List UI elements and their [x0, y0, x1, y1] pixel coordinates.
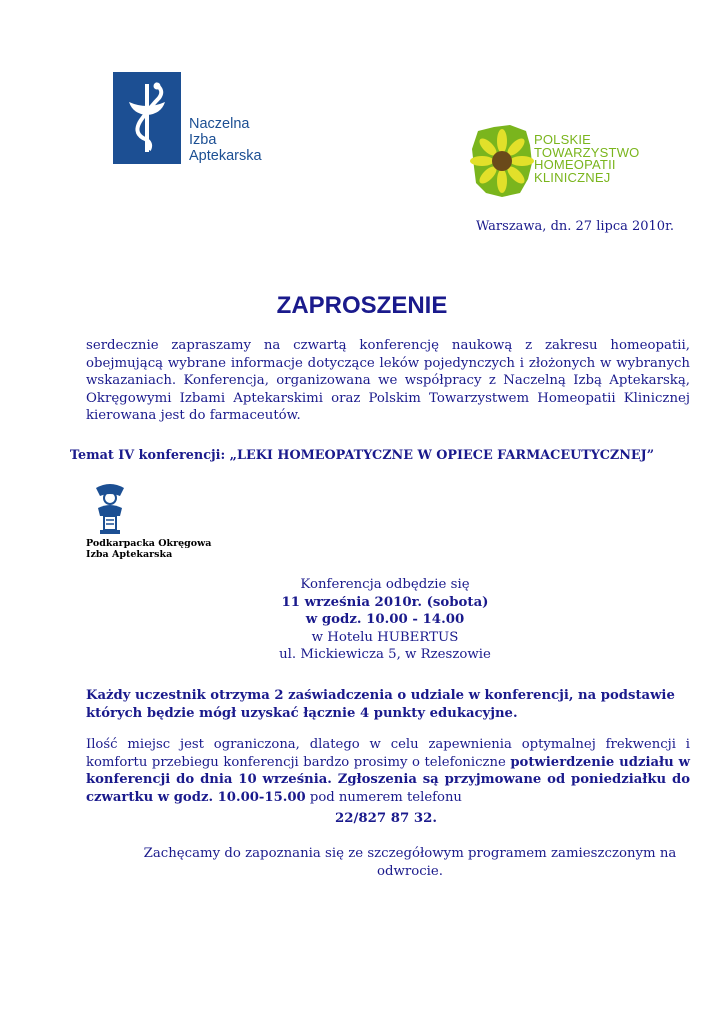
- certificates-note: Każdy uczestnik otrzyma 2 zaświadczenia o udziale w konferencji, na podstawie których będzie mógł uzyskać łącznie 4 punkty edukacyjne.: [86, 688, 675, 721]
- seats-confirmation: potwierdzenie udziału w konferencji do dnia 10 września. Zgłoszenia są przyjmowane od poniedziałku do czwartku w godz. 10.00-15.00: [86, 754, 690, 805]
- event-time: w godz. 10.00 - 14.00: [305, 612, 465, 627]
- nia-emblem: [113, 72, 181, 164]
- caduceus-icon: [119, 80, 175, 156]
- intro-paragraph: serdecznie zapraszamy na czwartą konferencję naukową z zakresu homeopatii, obejmującą wybrane informacje dotyczące leków pojedynczych i złożonych w wybranych wskazaniach. Konferencja, organizowana we współpracy z Naczelną Izbą Aptekarską, Okręgowymi Izbami Aptekarskimi oraz Polskim Towarzystwem Homeopatii Klinicznej kierowana jest do farmaceutów.: [86, 338, 690, 423]
- page-title: ZAPROSZENIE: [276, 292, 448, 319]
- poia-line: Izba Aptekarska: [86, 549, 173, 560]
- phone-number: 22/827 87 32.: [334, 811, 437, 826]
- event-venue: w Hotelu HUBERTUS: [311, 629, 459, 645]
- event-date: 11 września 2010r. (sobota): [281, 594, 489, 610]
- nia-name: [189, 116, 262, 164]
- poia-logo: [86, 482, 226, 562]
- poland-flower-icon: [470, 123, 534, 199]
- conference-topic: Temat IV konferencji: „LEKI HOMEOPATYCZNE W OPIECE FARMACEUTYCZNEJ”: [69, 448, 655, 463]
- nia-logo: [113, 72, 283, 164]
- pthk-line: KLINICZNEJ: [534, 169, 611, 185]
- pthk-logo: [470, 123, 660, 199]
- poia-line: Podkarpacka Okręgowa: [86, 538, 212, 549]
- pharmacist-emblem-icon: [90, 482, 130, 536]
- pthk-name: [534, 134, 639, 184]
- nia-line: Naczelna: [189, 116, 250, 132]
- letter-date: Warszawa, dn. 27 lipca 2010r.: [475, 219, 674, 234]
- closing-note: Zachęcamy do zapoznania się ze szczegółowym programem zamieszczonym na odwrocie.: [143, 846, 677, 879]
- seats-paragraph: [86, 736, 690, 806]
- pthk-line: HOMEOPATII: [534, 157, 616, 172]
- event-intro: Konferencja odbędzie się: [300, 577, 470, 592]
- seats-text-end: pod numerem telefonu: [305, 789, 462, 805]
- pthk-line: TOWARZYSTWO: [534, 144, 640, 160]
- event-details: [0, 576, 724, 664]
- event-address: ul. Mickiewicza 5, w Rzeszowie: [279, 647, 491, 662]
- nia-line: Izba: [189, 132, 217, 148]
- seats-text: Ilość miejsc jest ograniczona, dlatego w celu zapewnienia optymalnej frekwencji i komfortu przebiegu konferencji bardzo prosimy o telefoniczne: [86, 737, 690, 770]
- poia-name: [86, 538, 211, 560]
- pthk-line: POLSKIE: [534, 132, 592, 147]
- nia-line: Aptekarska: [189, 148, 262, 164]
